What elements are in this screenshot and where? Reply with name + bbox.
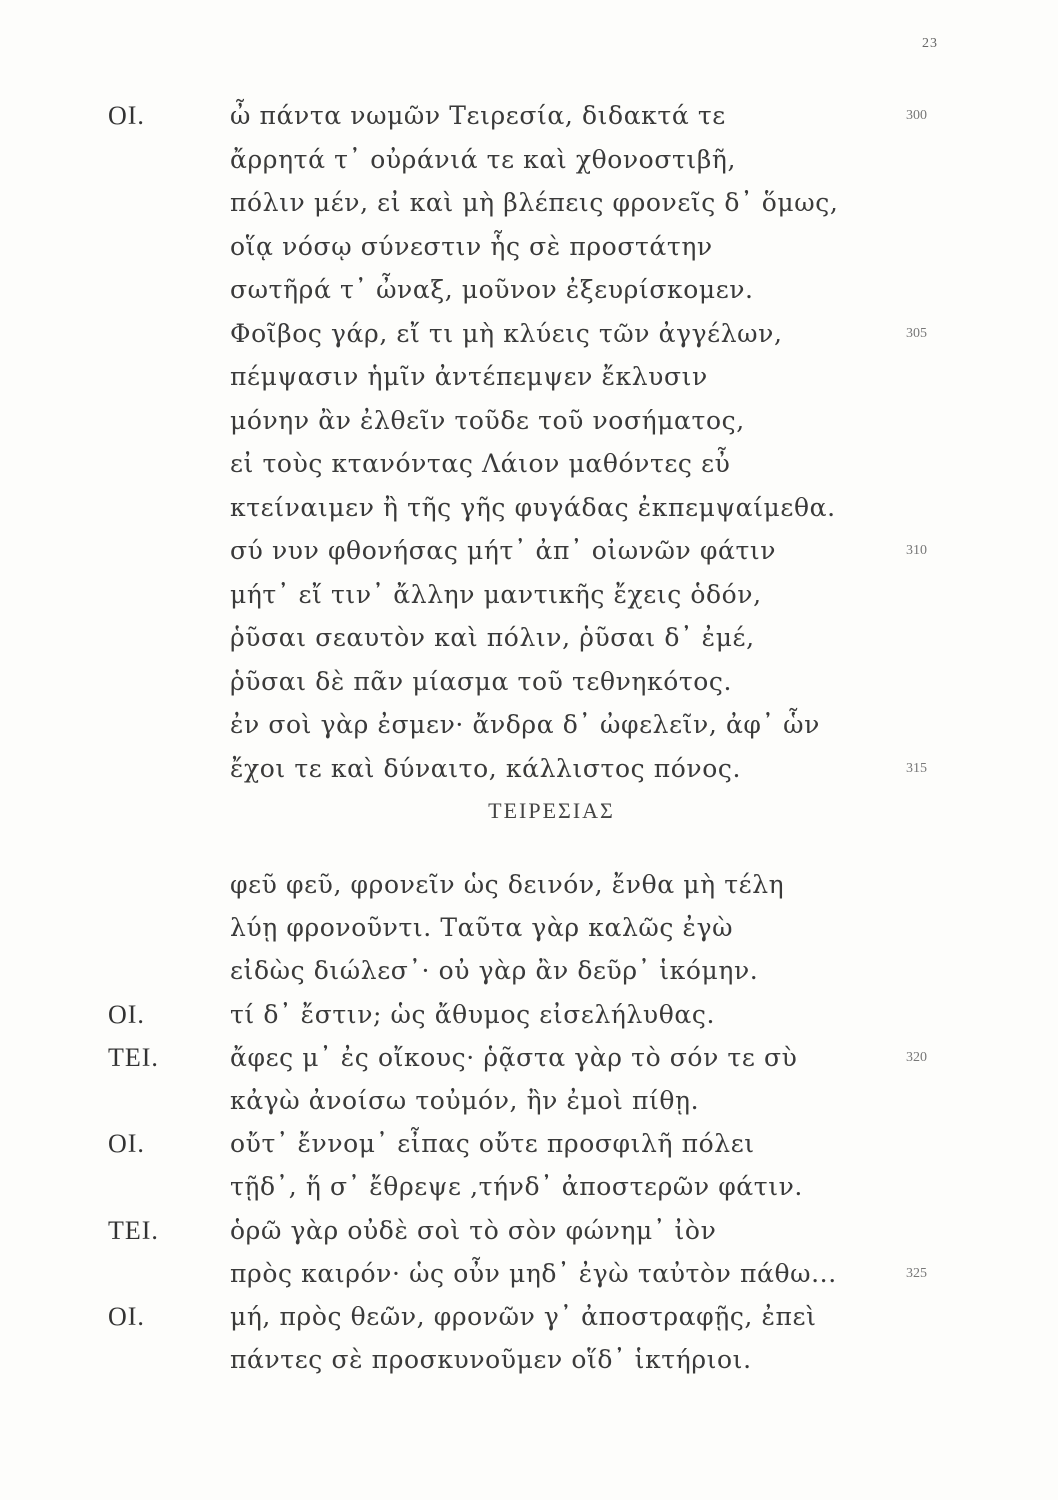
verse-text: εἰδὼς διώλεσ᾽· οὐ γὰρ ἂν δεῦρ᾽ ἱκόμην. — [230, 956, 759, 986]
verse-line — [0, 1254, 1058, 1294]
verse-line — [0, 140, 1058, 180]
verse-text: φεῦ φεῦ, φρονεῖν ὡς δεινόν, ἔνθα μὴ τέλη — [230, 870, 785, 899]
verse-line — [0, 227, 1058, 267]
speaker-label: ΟΙ. — [108, 1302, 145, 1331]
line-number: 310 — [906, 543, 927, 558]
speaker-label: ΟΙ. — [108, 1129, 145, 1159]
speaker-label: ΟΙ. — [108, 999, 145, 1029]
verse-line — [0, 1297, 1058, 1337]
line-number: 305 — [906, 325, 927, 341]
verse-text: ἐν σοὶ γὰρ ἐσμεν· ἄνδρα δ᾽ ὠφελεῖν, ἀφ᾽ ὧν — [230, 710, 820, 739]
verse-line — [0, 1167, 1058, 1207]
verse-text: μήτ᾽ εἴ τιν᾽ ἄλλην μαντικῆς ἔχεις ὁδόν, — [230, 579, 762, 609]
verse-text: ῥῦσαι σεαυτὸν καὶ πόλιν, ῥῦσαι δ᾽ ἐμέ, — [230, 623, 755, 652]
verse-line — [0, 270, 1058, 310]
verse-line — [0, 1038, 1058, 1078]
verse-text: σύ νυν φθονήσας μήτ᾽ ἀπ᾽ οἰωνῶν φάτιν — [230, 536, 777, 565]
verse-text: κτείναιμεν ἢ τῆς γῆς φυγάδας ἐκπεμψαίμεθα. — [230, 492, 836, 522]
speaker-label: ΤΕΙ. — [108, 1215, 159, 1245]
verse-text: οὔτ᾽ ἔννομ᾽ εἶπας οὔτε προσφιλῆ πόλει — [230, 1129, 755, 1159]
verse-text: ἄφες μ᾽ ἐς οἴκους· ῥᾷστα γὰρ τὸ σόν τε σὺ — [230, 1042, 798, 1072]
verse-text: πάντες σὲ προσκυνοῦμεν οἵδ᾽ ἱκτήριοι. — [230, 1345, 752, 1375]
verse-text: πέμψασιν ἡμῖν ἀντέπεμψεν ἔκλυσιν — [230, 362, 708, 391]
verse-line — [0, 314, 1058, 354]
speaker-heading: ΤΕΙΡΕΣΙΑΣ — [488, 798, 615, 823]
verse-text: ὁρῶ γὰρ οὐδὲ σοὶ τὸ σὸν φώνημ᾽ ἰὸν — [230, 1215, 717, 1245]
verse-line — [0, 401, 1058, 441]
line-number: 300 — [906, 108, 927, 123]
speaker-label: ΤΕΙ. — [108, 1042, 159, 1072]
verse-line — [0, 951, 1058, 991]
verse-text: σωτῆρά τ᾽ ὦναξ, μοῦνον ἐξευρίσκομεν. — [230, 275, 754, 304]
verse-text: εἰ τοὺς κτανόντας Λάιον μαθόντες εὖ — [230, 449, 731, 478]
verse-text: μόνην ἂν ἐλθεῖν τοῦδε τοῦ νοσήματος, — [230, 405, 745, 435]
verse-line — [0, 1340, 1058, 1380]
verse-text: ἔχοι τε καὶ δύναιτο, κάλλιστος πόνος. — [230, 753, 742, 783]
verse-line — [0, 995, 1058, 1035]
verse-line — [0, 183, 1058, 223]
line-number: 325 — [906, 1265, 927, 1281]
verse-line — [0, 618, 1058, 658]
verse-text: Φοῖβος γάρ, εἴ τι μὴ κλύεις τῶν ἀγγέλων, — [230, 318, 783, 348]
verse-line — [0, 705, 1058, 745]
verse-text: κἀγὼ ἀνοίσω τοὐμόν, ἢν ἐμοὶ πίθῃ. — [230, 1086, 700, 1115]
verse-text: τί δ᾽ ἔστιν; ὡς ἄθυμος εἰσελήλυθας. — [230, 999, 715, 1029]
verse-text: ἄρρητά τ᾽ οὐράνιά τε καὶ χθονοστιβῆ, — [230, 144, 737, 174]
verse-text: πρὸς καιρόν· ὡς οὖν μηδ᾽ ἐγὼ ταὐτὸν πάθω... — [230, 1258, 837, 1288]
verse-text: οἵᾳ νόσῳ σύνεστιν ἧς σὲ προστάτην — [230, 231, 713, 261]
verse-line — [0, 531, 1058, 571]
verse-text: ῥῦσαι δὲ πᾶν μίασμα τοῦ τεθνηκότος. — [230, 666, 733, 696]
verse-line — [0, 96, 1058, 136]
verse-text: μή, πρὸς θεῶν, φρονῶν γ᾽ ἀποστραφῇς, ἐπεὶ — [230, 1302, 817, 1331]
verse-line — [0, 1124, 1058, 1164]
verse-text: τῇδ᾽, ἥ σ᾽ ἔθρεψε ,τήνδ᾽ ἀποστερῶν φάτιν. — [230, 1172, 803, 1202]
verse-line — [0, 865, 1058, 905]
verse-line — [0, 444, 1058, 484]
verse-line — [0, 1211, 1058, 1251]
verse-line — [0, 575, 1058, 615]
verse-line — [0, 357, 1058, 397]
verse-text: λύῃ φρονοῦντι. Ταῦτα γὰρ καλῶς ἐγὼ — [230, 913, 734, 943]
verse-line — [0, 1081, 1058, 1121]
verse-line — [0, 662, 1058, 702]
verse-text: πόλιν μέν, εἰ καὶ μὴ βλέπεις φρονεῖς δ᾽ ὅμως, — [230, 188, 839, 217]
line-number: 320 — [906, 1049, 927, 1065]
verse-line — [0, 488, 1058, 528]
page-number: 23 — [922, 36, 938, 51]
verse-line — [0, 749, 1058, 789]
verse-text: ὦ πάντα νωμῶν Τειρεσία, διδακτά τε — [230, 101, 726, 130]
line-number: 315 — [906, 760, 927, 776]
speaker-label: ΟΙ. — [108, 101, 145, 130]
verse-line — [0, 908, 1058, 948]
